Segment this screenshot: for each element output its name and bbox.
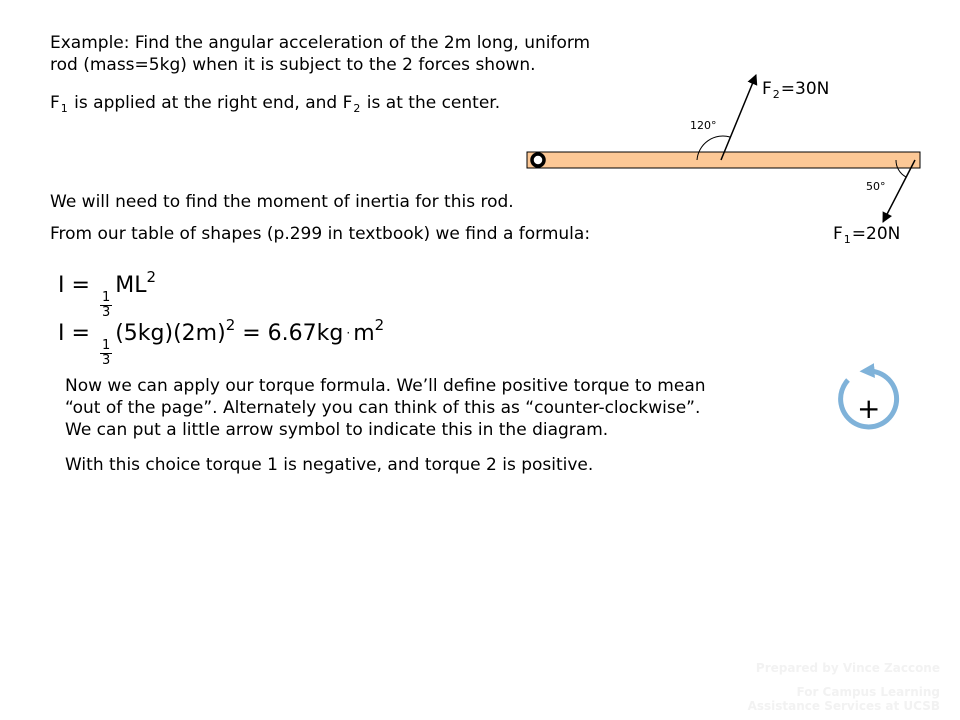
f2-label-symbol: F — [762, 79, 772, 99]
positive-torque-symbol: + — [857, 392, 881, 425]
formula2-equals-2: = — [242, 321, 261, 346]
f2-label — [762, 79, 829, 101]
angle-120-label: 120° — [690, 119, 717, 132]
torque-line-1: Now we can apply our torque formula. We’ll define positive torque to mean — [65, 376, 706, 396]
f1-symbol: F — [50, 93, 60, 113]
formula2-unit: m — [353, 321, 375, 346]
formula1-equals: = — [71, 273, 90, 298]
inertia-line-2: From our table of shapes (p.299 in textbook) we find a formula: — [50, 224, 591, 244]
formula1-denominator: 3 — [101, 305, 111, 320]
formula2-body: (5kg)(2m) — [115, 321, 226, 346]
torque-line-4: With this choice torque 1 is negative, and torque 2 is positive. — [65, 455, 594, 475]
inertia-line-1: We will need to find the moment of inertia for this rod. — [50, 192, 514, 212]
formula1-ml: ML — [115, 273, 147, 298]
formula1-numerator: 1 — [101, 290, 111, 305]
f1-arrow — [883, 160, 915, 222]
f1-label-symbol: F — [833, 224, 843, 244]
f2-label-value: =30N — [780, 79, 830, 99]
formula2-dot: · — [346, 326, 351, 340]
forces-location-end: is at the center. — [361, 93, 501, 113]
formula2-equals: = — [71, 321, 90, 346]
footer-prepared-by: Prepared by Vince Zaccone — [755, 661, 940, 675]
angle-50-label: 50° — [866, 180, 886, 193]
pivot-icon — [532, 154, 544, 166]
torque-line-2: “out of the page”. Alternately you can think of this as “counter-clockwise”. — [65, 398, 701, 418]
torque-line-3: We can put a little arrow symbol to indicate this in the diagram. — [65, 420, 609, 440]
formula1-exponent: 2 — [146, 268, 157, 286]
f1-label — [833, 224, 900, 246]
formula1-lhs: I — [58, 273, 65, 298]
formula2-unit-exponent: 2 — [374, 316, 385, 334]
problem-line-1: Example: Find the angular acceleration of the 2m long, uniform — [50, 33, 591, 53]
f2-subscript: 2 — [353, 102, 361, 115]
forces-location-mid: is applied at the right end, and F — [68, 93, 353, 113]
f1-label-subscript: 1 — [843, 233, 851, 246]
formula2-numerator: 1 — [101, 338, 111, 353]
formula2-denominator: 3 — [101, 353, 111, 368]
formula2-result: 6.67kg — [267, 321, 344, 346]
problem-line-2: rod (mass=5kg) when it is subject to the 2 forces shown. — [50, 55, 536, 75]
f2-label-subscript: 2 — [772, 88, 780, 101]
footer-line-3: Assistance Services at UCSB — [747, 699, 940, 713]
f1-subscript: 1 — [60, 102, 68, 115]
footer-line-2: For Campus Learning — [796, 685, 940, 699]
formula2-lhs: I — [58, 321, 65, 346]
f2-arrow — [721, 75, 756, 160]
f1-label-value: =20N — [851, 224, 901, 244]
formula2-exponent: 2 — [225, 316, 236, 334]
